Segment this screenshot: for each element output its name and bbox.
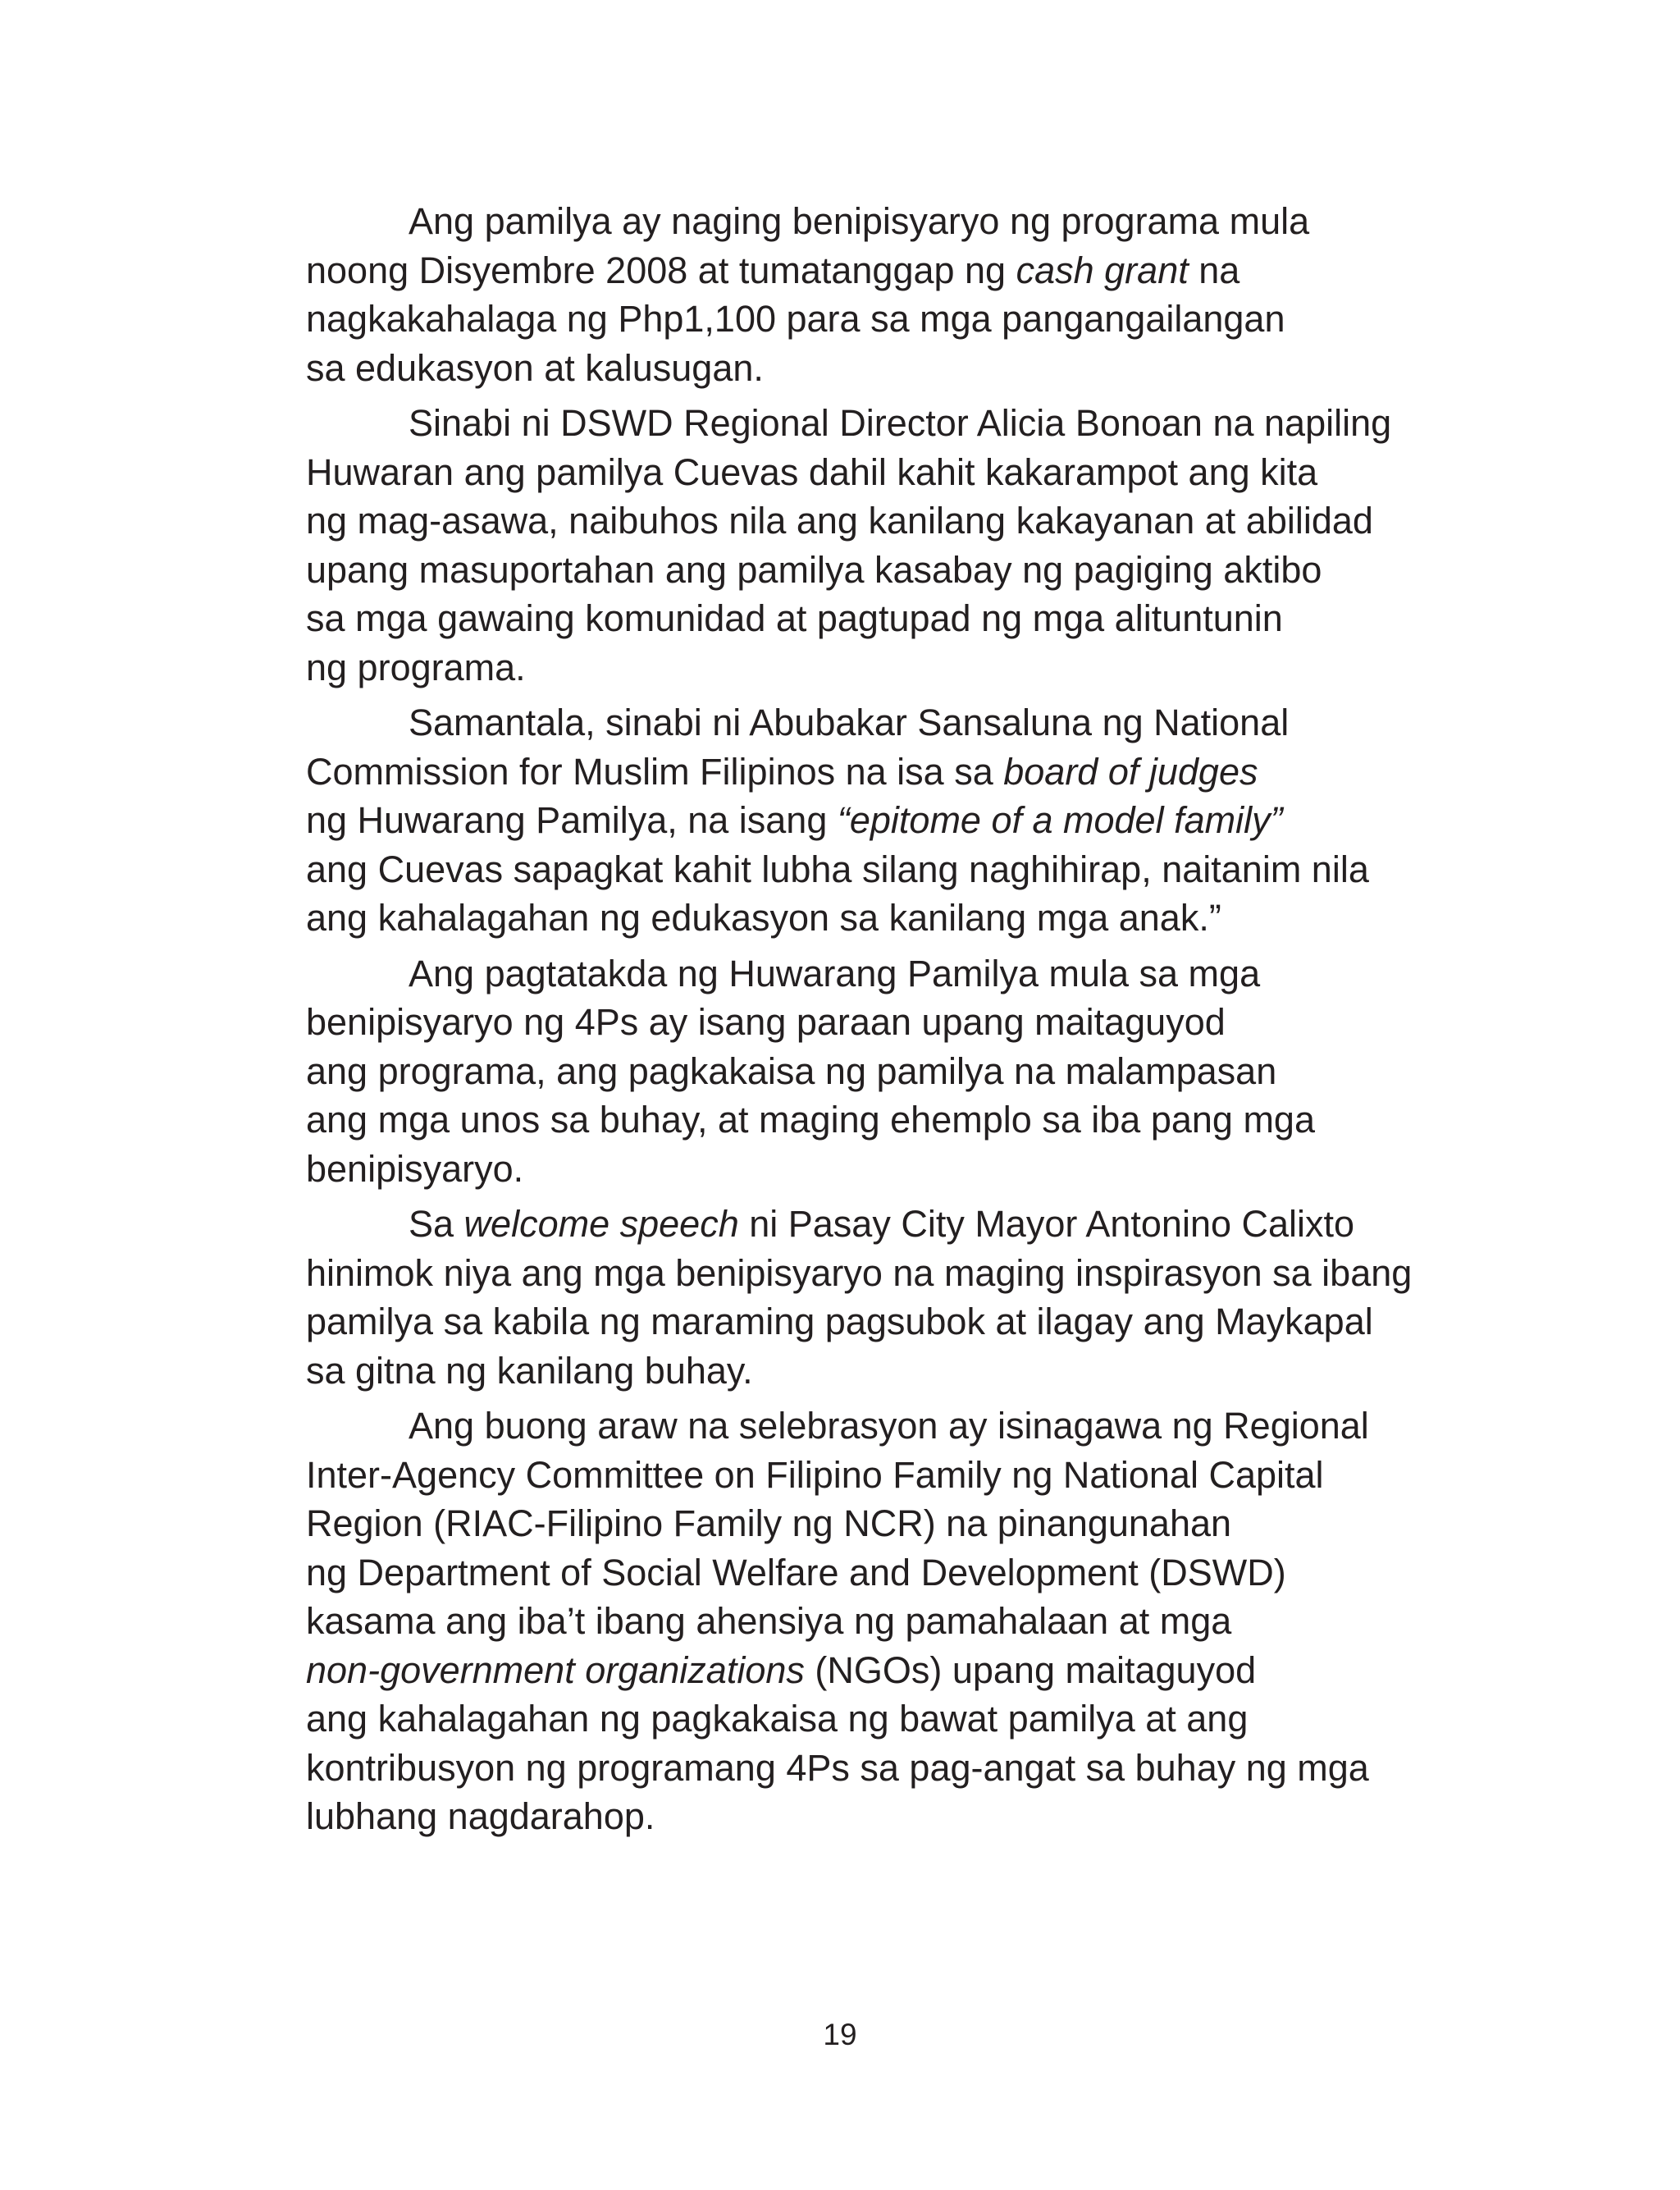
paragraph bbox=[306, 698, 1504, 943]
text-line bbox=[306, 1451, 1504, 1500]
text-segment: sa mga gawaing komunidad at pagtupad ng mga alituntunin bbox=[306, 597, 1283, 639]
text-segment: noong Disyembre 2008 at tumatanggap ng bbox=[306, 249, 1016, 291]
text-line bbox=[306, 1047, 1504, 1096]
text-segment: lubhang nagdarahop. bbox=[306, 1795, 655, 1837]
text-segment: ng Huwarang Pamilya, na isang bbox=[306, 799, 838, 841]
italic-text: “epitome of a model family” bbox=[837, 799, 1283, 841]
text-line bbox=[306, 748, 1504, 797]
text-segment: ang kahalagahan ng edukasyon sa kanilang mga anak.” bbox=[306, 897, 1221, 939]
text-line bbox=[306, 1646, 1504, 1695]
text-segment: ni Pasay City Mayor Antonino Calixto bbox=[738, 1203, 1355, 1245]
text-segment: ang kahalagahan ng pagkakaisa ng bawat pamilya at ang bbox=[306, 1698, 1249, 1740]
text-line bbox=[306, 246, 1504, 295]
paragraph bbox=[306, 399, 1504, 692]
text-line bbox=[306, 448, 1504, 497]
text-segment: ng mag-asawa, naibuhos nila ang kanilang kakayanan at abilidad bbox=[306, 500, 1373, 542]
text-line bbox=[306, 1694, 1504, 1744]
text-line bbox=[306, 496, 1504, 546]
text-line bbox=[306, 949, 1504, 999]
paragraph bbox=[306, 949, 1504, 1194]
paragraph bbox=[306, 1401, 1504, 1841]
text-segment: ang programa, ang pagkakaisa ng pamilya na malampasan bbox=[306, 1049, 1277, 1092]
italic-text: board of judges bbox=[1003, 750, 1258, 793]
text-segment: Ang pagtatakda ng Huwarang Pamilya mula sa mga bbox=[409, 952, 1261, 994]
text-segment: Commission for Muslim Filipinos na isa sa bbox=[306, 750, 1004, 793]
text-segment: Samantala, sinabi ni Abubakar Sansaluna ng National bbox=[409, 702, 1290, 743]
text-segment: upang masuportahan ang pamilya kasabay ng pagiging aktibo bbox=[306, 548, 1322, 591]
text-segment: kasama ang iba’t ibang ahensiya ng pamahalaan at mga bbox=[306, 1600, 1232, 1642]
text-line bbox=[306, 698, 1504, 748]
text-segment: sa gitna ng kanilang buhay. bbox=[306, 1349, 753, 1392]
text-line bbox=[306, 1792, 1504, 1841]
text-segment: ng programa. bbox=[306, 646, 526, 688]
text-line bbox=[306, 845, 1504, 894]
text-line bbox=[306, 998, 1504, 1047]
text-line bbox=[306, 643, 1504, 693]
italic-text: non-government organizations bbox=[306, 1648, 805, 1691]
text-line bbox=[306, 295, 1504, 344]
text-segment: Sinabi ni DSWD Regional Director Alicia Bonoan na napiling bbox=[409, 402, 1392, 444]
text-line bbox=[306, 1548, 1504, 1598]
text-segment: hinimok niya ang mga benipisyaryo na maging inspirasyon sa ibang bbox=[306, 1251, 1413, 1294]
text-segment: na bbox=[1188, 249, 1240, 291]
text-segment: kontribusyon ng programang 4Ps sa pag-angat sa buhay ng mga bbox=[306, 1746, 1369, 1789]
text-segment: Sa bbox=[409, 1203, 464, 1245]
text-segment: benipisyaryo ng 4Ps ay isang paraan upang maitaguyod bbox=[306, 1001, 1226, 1043]
text-segment: nagkakahalaga ng Php1,100 para sa mga pangangailangan bbox=[306, 298, 1285, 340]
text-line bbox=[306, 197, 1504, 246]
text-line bbox=[306, 1297, 1504, 1346]
text-segment: Inter-Agency Committee on Filipino Family ng National Capital bbox=[306, 1453, 1324, 1496]
text-segment: (NGOs) upang maitaguyod bbox=[804, 1648, 1257, 1691]
italic-text: welcome speech bbox=[463, 1203, 739, 1245]
text-line bbox=[306, 1200, 1504, 1249]
body-text bbox=[306, 197, 1504, 1848]
text-line bbox=[306, 344, 1504, 393]
text-line bbox=[306, 1249, 1504, 1298]
text-line bbox=[306, 399, 1504, 448]
paragraph bbox=[306, 197, 1504, 392]
page-number: 19 bbox=[823, 2018, 857, 2051]
text-segment: Huwaran ang pamilya Cuevas dahil kahit kakarampot ang kita bbox=[306, 450, 1318, 493]
text-line bbox=[306, 1095, 1504, 1145]
paragraph bbox=[306, 1200, 1504, 1395]
text-line bbox=[306, 1145, 1504, 1194]
text-line bbox=[306, 1346, 1504, 1396]
text-line bbox=[306, 1401, 1504, 1451]
text-segment: ang Cuevas sapagkat kahit lubha silang naghihirap, naitanim nila bbox=[306, 848, 1369, 890]
text-segment: Ang buong araw na selebrasyon ay isinagawa ng Regional bbox=[409, 1405, 1369, 1447]
text-line bbox=[306, 546, 1504, 595]
text-segment: pamilya sa kabila ng maraming pagsubok at ilagay ang Maykapal bbox=[306, 1301, 1373, 1342]
text-segment: Region (RIAC-Filipino Family ng NCR) na pinangunahan bbox=[306, 1502, 1232, 1544]
text-line bbox=[306, 1499, 1504, 1548]
text-line bbox=[306, 796, 1504, 845]
text-segment: ng Department of Social Welfare and Development (DSWD) bbox=[306, 1551, 1286, 1593]
text-line bbox=[306, 1597, 1504, 1646]
text-segment: ang mga unos sa buhay, at maging ehemplo sa iba pang mga bbox=[306, 1099, 1315, 1141]
text-segment: sa edukasyon at kalusugan. bbox=[306, 346, 764, 389]
text-line bbox=[306, 894, 1504, 943]
italic-text: cash grant bbox=[1016, 249, 1189, 291]
text-line bbox=[306, 594, 1504, 643]
text-line bbox=[306, 1744, 1504, 1793]
text-segment: benipisyaryo. bbox=[306, 1147, 524, 1190]
text-segment: Ang pamilya ay naging benipisyaryo ng programa mula bbox=[409, 200, 1310, 242]
